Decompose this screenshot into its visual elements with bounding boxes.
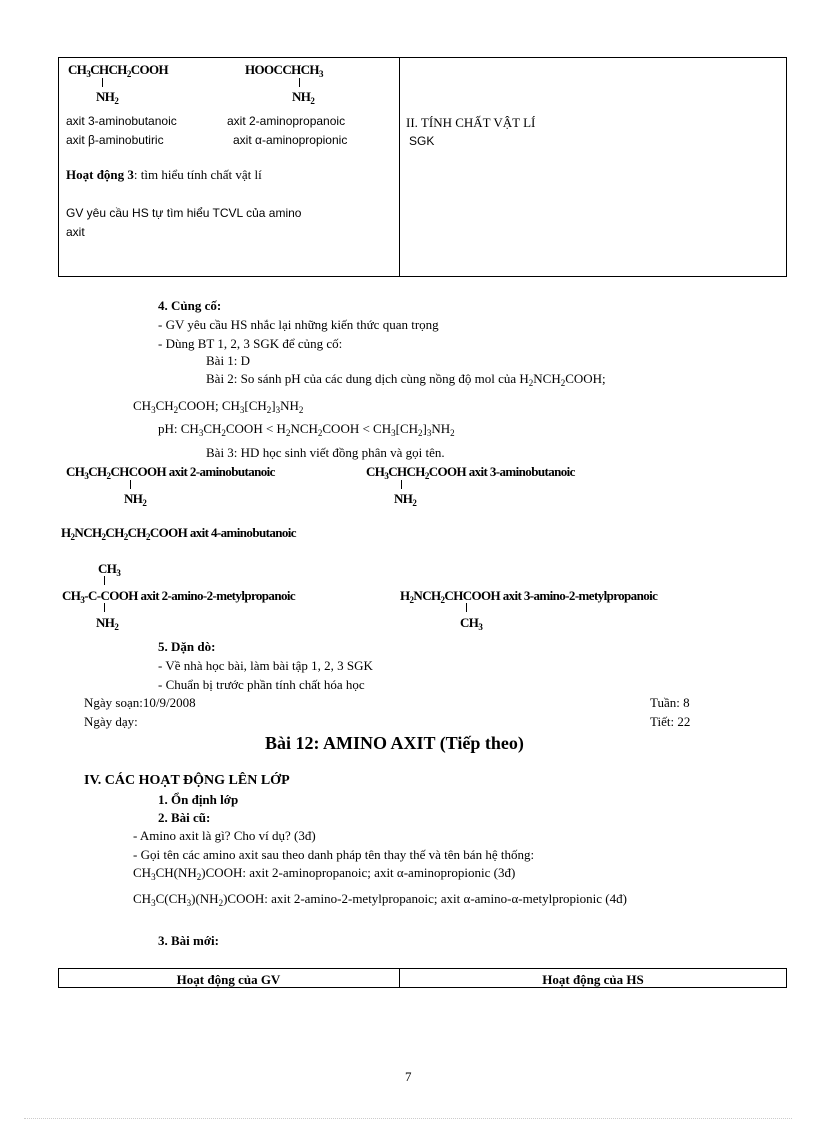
name-text: axit β-aminobutiric: [66, 133, 164, 147]
text-line: - Chuẩn bị trước phần tính chất hóa học: [158, 677, 365, 692]
isomer-4-aminobutanoic: $H_2NCH_2CH_2CH_2COOH$ axit 4-aminobutanoic: [61, 525, 296, 542]
bond-line: [104, 603, 105, 612]
text-line: - Amino axit là gì? Cho ví dụ? (3đ): [133, 828, 316, 843]
isomer-2-amino-2-metylpropanoic: $CH_3-C$-COOH axit 2-amino-2-metylpropanoic: [62, 588, 296, 605]
period: Tiết: 22: [650, 714, 691, 729]
page-number: 7: [405, 1069, 412, 1084]
isomer-branch: $NH_2$: [124, 491, 147, 508]
subsection: 1. Ổn định lớp: [158, 792, 239, 807]
isomer-3-aminobutanoic: $CH_3CHCH_2COOH$ axit 3-aminobutanoic: [366, 464, 575, 481]
consolidation-title: 4. Củng cố:: [158, 298, 222, 313]
bond-line: [466, 603, 467, 612]
column-header-student: Hoạt động của HS: [542, 972, 644, 987]
bond-line: [102, 78, 103, 87]
formula-3-aminobutanoic: $CH_3CHCH_2COOH$: [68, 62, 169, 79]
text-line: Bài 3: HD học sinh viết đồng phân và gọi tên.: [206, 445, 445, 460]
text-line: Bài 1: D: [206, 353, 251, 368]
prep-date: Ngày soạn:10/9/2008: [84, 695, 196, 710]
task-text: axit: [66, 225, 85, 239]
ph-order: pH: $CH_3CH_2COOH$ < $H_2NCH_2COOH < CH_3[CH_2]_3NH_2$: [158, 421, 455, 438]
column-header-teacher: Hoạt động của GV: [176, 972, 281, 987]
isomer-branch: $NH_2$: [394, 491, 417, 508]
text-line: - Dùng BT 1, 2, 3 SGK để củng cố:: [158, 336, 343, 351]
isomer-2-aminobutanoic: $CH_3CH_2CHCOOH$ axit 2-aminobutanoic: [66, 464, 275, 481]
homework-title: 5. Dặn dò:: [158, 639, 216, 654]
task-text: GV yêu cầu HS tự tìm hiểu TCVL của amino: [66, 206, 302, 220]
formula-branch: $NH_2$: [292, 89, 315, 106]
week: Tuần: 8: [650, 695, 690, 710]
text-line: - Gọi tên các amino axit sau theo danh pháp tên thay thế và tên bán hệ thống:: [133, 847, 535, 862]
lesson-title: Bài 12: AMINO AXIT (Tiếp theo): [265, 733, 524, 753]
name-text: axit 2-aminopropanoic: [227, 114, 346, 128]
section-heading-physical: II. TÍNH CHẤT VẬT LÍ: [406, 115, 536, 130]
teach-date: Ngày dạy:: [84, 714, 138, 729]
bond-line: [130, 480, 131, 489]
isomer-branch: $NH_2$: [96, 615, 119, 632]
text-line: - Về nhà học bài, làm bài tập 1, 2, 3 SGK: [158, 658, 373, 673]
formula-branch: $NH_2$: [96, 89, 119, 106]
section-title: IV. CÁC HOẠT ĐỘNG LÊN LỚP: [84, 773, 290, 788]
page-bottom-edge: [24, 1118, 792, 1119]
name-text: axit 3-aminobutanoic: [66, 114, 177, 128]
formula-2-aminopropanoic: $HOOCCHCH_3$: [245, 62, 323, 79]
isomer-branch-top: $CH_3$: [98, 561, 121, 578]
top-table-divider: [399, 57, 400, 277]
name-text: axit α-aminopropionic: [233, 133, 348, 147]
text-line: - GV yêu cầu HS nhắc lại những kiến thức quan trọng: [158, 317, 439, 332]
text-line: Bài 2: So sánh pH của các dung dịch cùng nồng độ mol của $H_2NCH_2COOH$;: [206, 371, 606, 388]
subsection: 3. Bài mới:: [158, 933, 220, 948]
isomer-branch: $CH_3$: [460, 615, 483, 632]
text-line: $CH_3CH(NH_2)COOH$: axit 2-aminopropanoic; axit α-aminopropionic (3đ): [133, 865, 516, 882]
text-line: $CH_3CH_2COOH$; $CH_3[CH_2]_3NH_2$: [133, 398, 304, 415]
bond-line: [299, 78, 300, 87]
bond-line: [401, 480, 402, 489]
isomer-3-amino-2-metylpropanoic: $H_2NCH_2CHCOOH$ axit 3-amino-2-metylpropanoic: [400, 588, 658, 605]
sgk-text: SGK: [409, 134, 435, 148]
bond-line: [104, 576, 105, 585]
activity-heading: Hoạt động 3: tìm hiểu tính chất vật lí: [66, 167, 262, 182]
text-line: $CH_3C(CH_3)(NH_2)COOH$: axit 2-amino-2-metylpropanoic; axit α-amino-α-metylpropionic (4đ): [133, 891, 627, 908]
subsection: 2. Bài cũ:: [158, 810, 211, 825]
